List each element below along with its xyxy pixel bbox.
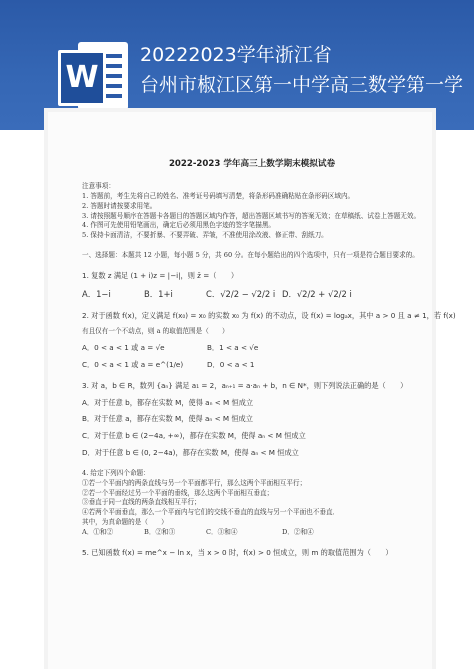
q4-proposition: ③垂直于同一直线的两条直线相互平行； <box>82 498 201 507</box>
question-4-stem: 4. 给定下列四个命题： <box>82 468 150 477</box>
q2-option-a: A．0 < a < 1 或 a = √e <box>82 343 165 353</box>
q3-option-c: C．对于任意 b ∈ (2−4a, +∞)，都存在实数 M，使得 aₙ < M 恒成立 <box>82 431 306 441</box>
notice-item: 1. 答题前，考生先将自己的姓名、准考证号码填写清楚，将条形码准确粘贴在条形码区域内。 <box>82 191 355 200</box>
q3-option-a: A．对于任意 b，都存在实数 M，使得 aₙ < M 恒成立 <box>82 397 254 407</box>
document-title <box>140 40 463 100</box>
question-3-stem: 3. 对 a，b ∈ R，数列 {aₙ} 满足 a₁ = 2，aₙ₊₁ = a·aₙ + b，n ∈ N*，则下列说法正确的是（ ） <box>82 380 408 390</box>
word-icon-letter: W <box>58 50 106 106</box>
notice-item: 4. 作图可先使用铅笔画出，确定后必须用黑色字迹的签字笔描黑。 <box>82 221 276 230</box>
question-4-options <box>82 528 422 538</box>
exam-title: 2022-2023 学年高三上数学期末模拟试卷 <box>168 159 336 169</box>
question-2-options-row-2 <box>82 360 422 371</box>
q2-option-b: B．1 < a < √e <box>207 343 259 353</box>
q1-option-b: B．1+i <box>144 288 173 299</box>
q1-option-d: D．√2/2 + √2/2 i <box>282 288 352 299</box>
q2-option-d: D．0 < a < 1 <box>207 360 255 370</box>
question-1-stem: 1. 复数 z 满足 (1 + i)z = |−i|，则 z̄ =（ ） <box>82 271 239 281</box>
word-document-icon <box>58 38 130 114</box>
q4-option-d: D．②和④ <box>282 528 314 537</box>
question-2-stem: 2. 对于函数 f(x)，定义满足 f(x₀) = x₀ 的实数 x₀ 为 f(x) 的不动点，设 f(x) = logₐx，其中 a > 0 且 a ≠ 1，若 f(x) <box>82 310 456 320</box>
q3-option-b: B．对于任意 a，都存在实数 M，使得 aₙ < M 恒成立 <box>82 414 253 424</box>
q4-option-c: C．③和④ <box>206 528 238 537</box>
q1-option-a: A．1−i <box>82 288 111 299</box>
section-heading: 一、选择题：本题共 12 小题，每小题 5 分，共 60 分。在每小题给出的四个选项中，只有一项是符合题目要求的。 <box>82 251 419 260</box>
q4-proposition: ②若一个平面经过另一个平面的垂线，那么这两个平面相互垂直； <box>82 488 274 497</box>
q4-ask: 其中，为真命题的是（ ） <box>82 518 168 527</box>
q3-option-d: D．对于任意 b ∈ (0, 2−4a)，都存在实数 M，使得 aₙ < M 恒成立 <box>82 448 299 457</box>
notice-item: 5. 保持卡面清洁，不要折暴、不要弄破、弄皱，不准使用涂改液、修正带、刮纸刀。 <box>82 231 328 240</box>
notice-item: 2. 答题时请按要求用笔。 <box>82 201 157 210</box>
notice-item: 3. 请按照题号顺序在答题卡各题目的答题区域内作答，超出答题区域书写的答案无效；在草稿纸、试卷上答题无效。 <box>82 211 421 220</box>
document-content <box>82 158 456 559</box>
q1-option-c: C．√2/2 − √2/2 i <box>206 288 276 299</box>
question-1-options <box>82 288 422 301</box>
notice-heading: 注意事项： <box>82 181 115 190</box>
q2-option-c: C．0 < a < 1 或 a = e^(1/e) <box>82 360 184 370</box>
q4-proposition: ④若两个平面垂直，那么一个平面内与它们的交线不垂直的直线与另一个平面也不垂直． <box>82 508 340 517</box>
question-2-stem-cont: 有且仅有一个不动点，则 a 的取值范围是（ ） <box>82 327 229 336</box>
q4-option-b: B．②和③ <box>144 528 176 537</box>
document-title-line-2: 台州市椒江区第一中学高三数学第一学 <box>140 74 464 96</box>
q4-proposition: ①若一个平面内的两条直线与另一个平面都平行，那么这两个平面相互平行； <box>82 478 307 487</box>
question-5-stem: 5. 已知函数 f(x) = me^x − ln x，当 x > 0 时，f(x) > 0 恒成立，则 m 的取值范围为（ ） <box>82 548 393 558</box>
q4-option-a: A．①和② <box>82 528 114 537</box>
document-title-line-1: 20222023学年浙江省 <box>140 44 332 66</box>
question-2-options-row-1 <box>82 343 422 354</box>
